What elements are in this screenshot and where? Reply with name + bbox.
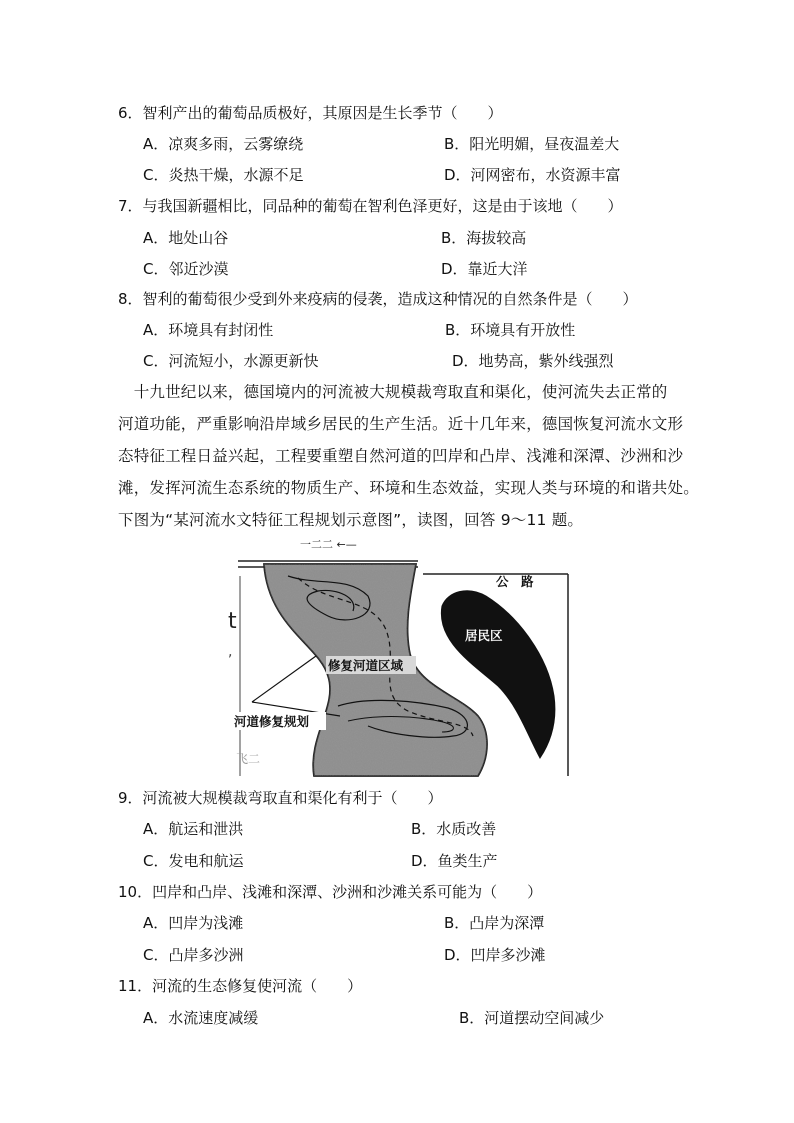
question-7-option-b: B．海拔较高 [441, 229, 527, 247]
question-10-option-a: A．凹岸为浅滩 [143, 914, 244, 932]
question-8-option-d: D．地势高，紫外线强烈 [452, 352, 614, 370]
question-7-stem: 7．与我国新疆相比，同品种的葡萄在智利色泽更好，这是由于该地（ ） [118, 197, 623, 215]
question-6-option-c: C．炎热干燥，水源不足 [143, 166, 304, 184]
question-6-option-b: B．阳光明媚，昼夜温差大 [444, 135, 620, 153]
question-10-option-c: C．凸岸多沙洲 [143, 946, 244, 964]
river-restoration-diagram [228, 536, 573, 780]
passage-line-4: 滩，发挥河流生态系统的物质生产、环境和生态效益，实现人类与环境的和谐共处。 [118, 479, 699, 497]
question-11-option-b: B．河道摆动空间减少 [459, 1009, 605, 1027]
question-11-option-a: A．水流速度减缓 [143, 1009, 259, 1027]
plan-label: 河道修复规划 [234, 714, 310, 729]
question-9-option-a: A．航运和泄洪 [143, 820, 244, 838]
residential-label: 居民区 [465, 628, 503, 643]
question-6-option-a: A．凉爽多雨，云雾缭绕 [143, 135, 304, 153]
passage-line-5: 下图为“某河流水文特征工程规划示意图”，读图，回答 9～11 题。 [118, 511, 584, 529]
question-9-stem: 9．河流被大规模裁弯取直和渠化有利于（ ） [118, 789, 443, 807]
question-9-option-d: D．鱼类生产 [411, 852, 498, 870]
question-10-option-b: B．凸岸为深潭 [444, 914, 545, 932]
question-7-option-d: D．靠近大洋 [441, 260, 528, 278]
question-11-stem: 11．河流的生态修复使河流（ ） [118, 977, 363, 995]
question-6-option-d: D．河网密布，水资源丰富 [444, 166, 621, 184]
passage-line-3: 态特征工程日益兴起，工程要重塑自然河道的凹岸和凸岸、浅滩和深潭、沙洲和沙 [118, 447, 684, 465]
question-8-option-c: C．河流短小，水源更新快 [143, 352, 319, 370]
question-7-option-c: C．邻近沙漠 [143, 260, 229, 278]
question-6-stem: 6．智利产出的葡萄品质极好，其原因是生长季节（ ） [118, 104, 503, 122]
pointer-line-1 [252, 656, 316, 702]
question-8-option-a: A．环境具有封闭性 [143, 321, 274, 339]
bottom-scribble: 飞二 [236, 752, 261, 766]
passage-line-2: 河道功能，严重影响沿岸域乡居民的生产生活。近十几年来，德国恢复河流水文形 [118, 415, 684, 433]
passage-line-1: 十九世纪以来，德国境内的河流被大规模裁弯取直和渠化，使河流失去正常的 [118, 383, 668, 401]
question-9-option-b: B．水质改善 [411, 820, 497, 838]
question-10-stem: 10．凹岸和凸岸、浅滩和深潭、沙洲和沙滩关系可能为（ ） [118, 883, 543, 901]
left-mark-2: , [228, 644, 233, 660]
question-7-option-a: A．地处山谷 [143, 229, 229, 247]
question-10-option-d: D．凹岸多沙滩 [444, 946, 546, 964]
question-8-stem: 8．智利的葡萄很少受到外来疫病的侵袭，造成这种情况的自然条件是（ ） [118, 290, 638, 308]
river-area-label: 修复河道区域 [328, 658, 404, 673]
road-label: 公 路 [496, 574, 534, 589]
top-scribble: 一二二 ←— [300, 538, 357, 551]
left-mark: t [228, 609, 237, 634]
question-8-option-b: B．环境具有开放性 [445, 321, 576, 339]
question-9-option-c: C．发电和航运 [143, 852, 244, 870]
